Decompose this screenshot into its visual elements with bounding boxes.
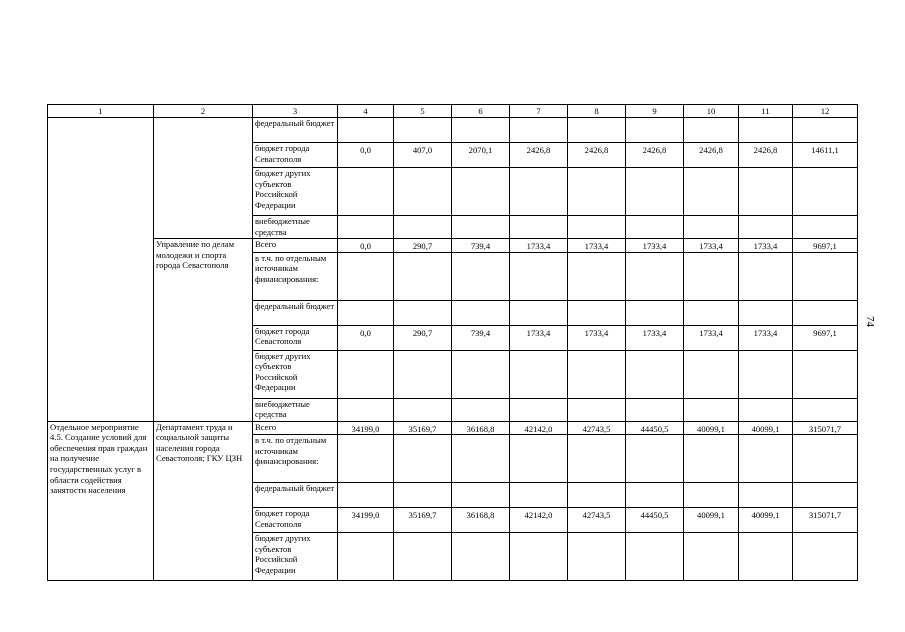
value-cell: [452, 350, 510, 398]
value-cell: [626, 533, 684, 581]
value-cell: [568, 421, 626, 435]
value-cell: [739, 168, 793, 216]
value-cell: [626, 143, 684, 168]
value-cell: [338, 398, 394, 421]
value-cell: [739, 252, 793, 300]
value-cell: [394, 483, 452, 508]
cell-value: 407,0: [412, 145, 433, 155]
value-cell: [510, 350, 568, 398]
source-label: внебюджетные средства: [253, 398, 338, 421]
value-cell: [739, 533, 793, 581]
value-cell: [684, 398, 739, 421]
value-cell: [452, 143, 510, 168]
value-cell: [684, 252, 739, 300]
cell-value: 34199,0: [351, 510, 380, 521]
source-label: бюджет города Севастополя: [253, 508, 338, 533]
cell-value: 42142,0: [524, 510, 553, 521]
value-cell: [510, 483, 568, 508]
header-cell: 10: [684, 105, 739, 118]
value-cell: [626, 300, 684, 325]
value-cell: [568, 216, 626, 239]
cell-value: 14611,1: [811, 145, 839, 155]
cell-value: 1733,4: [753, 327, 778, 338]
measure-cell: Отдельное мероприятие 4.5. Создание условий для обеспечения прав граждан на получение государственных услуг в области содействия занятости населения: [48, 421, 154, 581]
executor-cell: Управление по делам молодежи и спорта города Севастополя: [154, 239, 253, 422]
cell-value: 9697,1: [813, 241, 837, 251]
value-cell: [394, 325, 452, 350]
header-cell: 8: [568, 105, 626, 118]
header-cell: 1: [48, 105, 154, 118]
value-cell: [568, 350, 626, 398]
value-cell: [510, 533, 568, 581]
value-cell: [684, 435, 739, 483]
cell-value: 40099,1: [751, 423, 780, 434]
value-cell: [684, 533, 739, 581]
cell-value: 0,0: [360, 241, 371, 251]
value-cell: [568, 300, 626, 325]
cell-value: 40099,1: [697, 423, 725, 434]
cell-value: 1733,4: [526, 241, 551, 251]
value-cell: [452, 216, 510, 239]
value-cell: [739, 325, 793, 350]
source-label: в т.ч. по отдельным источникам финансирования:: [253, 435, 338, 483]
value-cell: [793, 398, 858, 421]
value-cell: [338, 435, 394, 483]
value-cell: [452, 508, 510, 533]
value-cell: [510, 168, 568, 216]
executor-cell: Департамент труда и социальной защиты населения города Севастополя; ГКУ ЦЗН: [154, 421, 253, 581]
value-cell: [739, 435, 793, 483]
value-cell: [338, 421, 394, 435]
value-cell: [510, 300, 568, 325]
source-label: Всего: [253, 421, 338, 435]
header-cell: 9: [626, 105, 684, 118]
cell-value: 315071,7: [808, 510, 842, 521]
value-cell: [510, 252, 568, 300]
cell-value: 1733,4: [642, 327, 667, 338]
value-cell: [394, 300, 452, 325]
value-cell: [510, 398, 568, 421]
value-cell: [338, 118, 394, 143]
value-cell: [338, 143, 394, 168]
value-cell: [568, 508, 626, 533]
source-label: бюджет других субъектов Российской Федерации: [253, 168, 338, 216]
cell-value: 290,7: [412, 327, 433, 338]
value-cell: [793, 435, 858, 483]
cell-value: 739,4: [470, 327, 491, 338]
header-cell: 12: [793, 105, 858, 118]
value-cell: [452, 325, 510, 350]
value-cell: [626, 325, 684, 350]
cell-value: 44450,5: [640, 510, 669, 521]
source-label: Всего: [253, 239, 338, 253]
value-cell: [568, 483, 626, 508]
cell-value: 42743,5: [582, 423, 611, 434]
value-cell: [338, 533, 394, 581]
value-cell: [510, 508, 568, 533]
cell-value: 34199,0: [351, 423, 380, 434]
cell-value: 1733,4: [699, 241, 723, 251]
cell-value: 1733,4: [526, 327, 551, 338]
table-row: [48, 421, 858, 435]
value-cell: [338, 168, 394, 216]
value-cell: [338, 300, 394, 325]
value-cell: [452, 252, 510, 300]
value-cell: [739, 508, 793, 533]
value-cell: [452, 398, 510, 421]
value-cell: [684, 483, 739, 508]
value-cell: [394, 508, 452, 533]
value-cell: [510, 421, 568, 435]
value-cell: [510, 216, 568, 239]
cell-value: 40099,1: [697, 510, 725, 521]
cell-value: 1733,4: [753, 241, 778, 251]
value-cell: [568, 168, 626, 216]
value-cell: [626, 239, 684, 253]
source-label: федеральный бюджет: [253, 300, 338, 325]
executor-cell-empty: [154, 118, 253, 239]
cell-value: 739,4: [470, 241, 491, 251]
value-cell: [684, 325, 739, 350]
header-cell: 2: [154, 105, 253, 118]
cell-value: 0,0: [360, 327, 371, 338]
value-cell: [510, 325, 568, 350]
cell-value: 1733,4: [642, 241, 667, 251]
value-cell: [793, 239, 858, 253]
value-cell: [793, 168, 858, 216]
value-cell: [394, 421, 452, 435]
source-label: бюджет города Севастополя: [253, 325, 338, 350]
value-cell: [739, 398, 793, 421]
value-cell: [338, 350, 394, 398]
value-cell: [684, 350, 739, 398]
value-cell: [452, 421, 510, 435]
value-cell: [452, 118, 510, 143]
value-cell: [510, 118, 568, 143]
header-cell: 11: [739, 105, 793, 118]
value-cell: [626, 508, 684, 533]
value-cell: [739, 239, 793, 253]
page-number: 74: [864, 316, 876, 327]
value-cell: [739, 216, 793, 239]
value-cell: [452, 483, 510, 508]
value-cell: [684, 508, 739, 533]
value-cell: [793, 508, 858, 533]
value-cell: [568, 118, 626, 143]
value-cell: [793, 325, 858, 350]
cell-value: 2426,8: [642, 145, 667, 155]
budget-table: [47, 104, 858, 581]
cell-value: 42142,0: [524, 423, 553, 434]
value-cell: [338, 252, 394, 300]
cell-value: 2070,1: [468, 145, 493, 155]
table-body: [48, 118, 858, 581]
value-cell: [568, 533, 626, 581]
value-cell: [568, 325, 626, 350]
value-cell: [338, 483, 394, 508]
value-cell: [739, 350, 793, 398]
value-cell: [626, 421, 684, 435]
value-cell: [394, 533, 452, 581]
value-cell: [793, 118, 858, 143]
value-cell: [338, 216, 394, 239]
value-cell: [684, 143, 739, 168]
value-cell: [626, 350, 684, 398]
table-row: [48, 239, 858, 253]
source-label: федеральный бюджет: [253, 483, 338, 508]
value-cell: [568, 398, 626, 421]
value-cell: [793, 421, 858, 435]
cell-value: 35169,7: [408, 510, 437, 521]
cell-value: 36168,8: [466, 423, 495, 434]
value-cell: [684, 300, 739, 325]
value-cell: [626, 483, 684, 508]
cell-value: 35169,7: [408, 423, 437, 434]
source-label: бюджет других субъектов Российской Федерации: [253, 350, 338, 398]
cell-value: 315071,7: [808, 423, 842, 434]
header-row: [48, 105, 858, 118]
value-cell: [452, 168, 510, 216]
value-cell: [684, 421, 739, 435]
cell-value: 0,0: [360, 145, 371, 155]
value-cell: [452, 533, 510, 581]
value-cell: [793, 143, 858, 168]
table-row: [48, 118, 858, 143]
value-cell: [626, 216, 684, 239]
value-cell: [793, 533, 858, 581]
header-cell: 5: [394, 105, 452, 118]
value-cell: [394, 435, 452, 483]
value-cell: [568, 143, 626, 168]
value-cell: [626, 252, 684, 300]
value-cell: [452, 435, 510, 483]
value-cell: [394, 252, 452, 300]
value-cell: [684, 239, 739, 253]
value-cell: [338, 508, 394, 533]
value-cell: [510, 435, 568, 483]
value-cell: [793, 300, 858, 325]
source-label: в т.ч. по отдельным источникам финансирования:: [253, 252, 338, 300]
value-cell: [739, 421, 793, 435]
cell-value: 1733,4: [699, 327, 723, 338]
value-cell: [394, 216, 452, 239]
header-cell: 6: [452, 105, 510, 118]
value-cell: [626, 168, 684, 216]
value-cell: [394, 398, 452, 421]
value-cell: [510, 239, 568, 253]
value-cell: [452, 300, 510, 325]
value-cell: [338, 239, 394, 253]
cell-value: 40099,1: [751, 510, 780, 521]
value-cell: [568, 435, 626, 483]
value-cell: [394, 350, 452, 398]
cell-value: 2426,8: [753, 145, 778, 155]
source-label: внебюджетные средства: [253, 216, 338, 239]
cell-value: 2426,8: [584, 145, 609, 155]
value-cell: [626, 398, 684, 421]
value-cell: [793, 216, 858, 239]
cell-value: 1733,4: [584, 327, 609, 338]
cell-value: 1733,4: [584, 241, 609, 251]
value-cell: [793, 252, 858, 300]
value-cell: [394, 143, 452, 168]
value-cell: [394, 118, 452, 143]
value-cell: [626, 435, 684, 483]
cell-value: 2426,8: [699, 145, 723, 155]
cell-value: 36168,8: [466, 510, 495, 521]
value-cell: [739, 118, 793, 143]
value-cell: [568, 239, 626, 253]
value-cell: [684, 118, 739, 143]
header-cell: 7: [510, 105, 568, 118]
value-cell: [510, 143, 568, 168]
value-cell: [684, 216, 739, 239]
value-cell: [793, 483, 858, 508]
value-cell: [452, 239, 510, 253]
value-cell: [338, 325, 394, 350]
cell-value: 44450,5: [640, 423, 669, 434]
cell-value: 9697,1: [813, 327, 837, 338]
value-cell: [568, 252, 626, 300]
cell-value: 42743,5: [582, 510, 611, 521]
cell-value: 290,7: [412, 241, 433, 251]
header-cell: 4: [338, 105, 394, 118]
value-cell: [684, 168, 739, 216]
value-cell: [394, 168, 452, 216]
source-label: бюджет других субъектов Российской Федерации: [253, 533, 338, 581]
measure-cell-empty: [48, 118, 154, 422]
source-label: бюджет города Севастополя: [253, 143, 338, 168]
value-cell: [739, 143, 793, 168]
header-cell: 3: [253, 105, 338, 118]
value-cell: [394, 239, 452, 253]
value-cell: [793, 350, 858, 398]
value-cell: [626, 118, 684, 143]
value-cell: [739, 300, 793, 325]
cell-value: 2426,8: [526, 145, 551, 155]
value-cell: [739, 483, 793, 508]
source-label: федеральный бюджет: [253, 118, 338, 143]
